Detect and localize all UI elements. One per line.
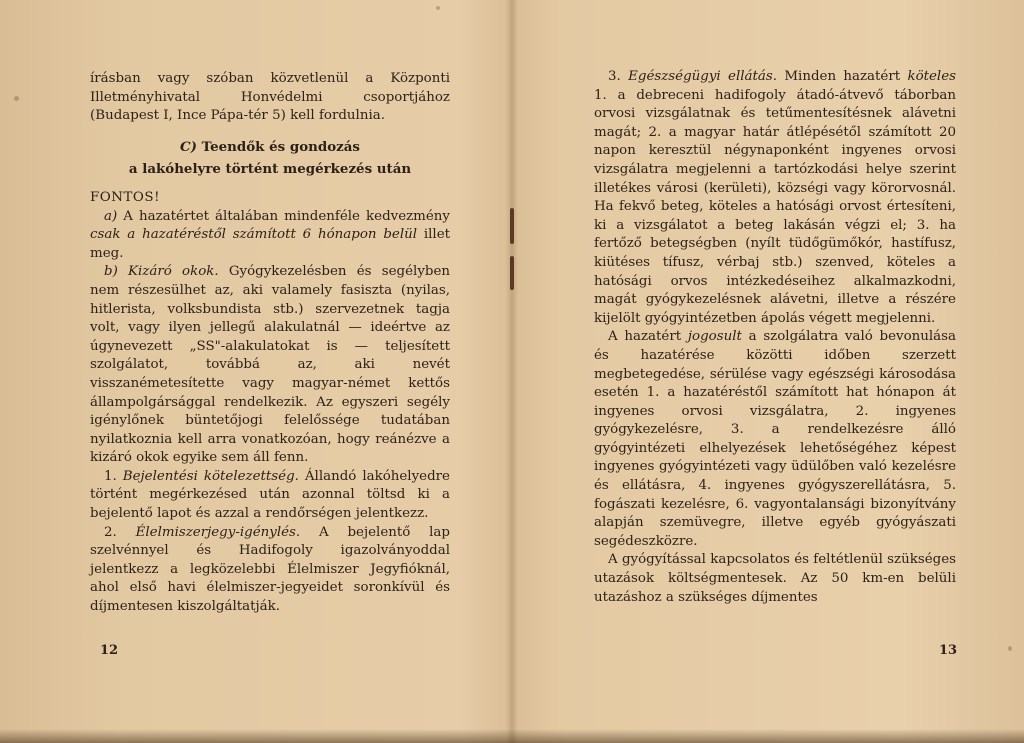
item-1-paragraph bbox=[90, 468, 450, 524]
paper-spot bbox=[14, 96, 19, 101]
item-a-paragraph bbox=[90, 208, 450, 264]
item-2-label: 2. bbox=[104, 524, 117, 540]
item-2-text: A bejelentő lap szelvénnyel és Hadifogoly igazolványoddal jelentkezz a legközelebbi Élelmiszer Jegyfióknál, ahol első havi élelmiszer-jegyeidet soronkívül és díjmentesen kiszolgáltatják. bbox=[90, 524, 450, 615]
section-c-letter: C) bbox=[180, 138, 197, 155]
item-2-paragraph bbox=[90, 524, 450, 617]
entitlement-text-2: a szolgálatra való bevonulása és hazatérése közötti időben szerzett megbetegedése, sérülése vagy egészségi károsodása esetén 1. a hazatéréstől számított hat hónapon át ingyenes orvosi vizsgálatra, 2. ingyenes gyógykezelésre, 3. a rendelkezésre álló gyógyintézeti elhelyezések lehetőségéhez képest ingyenes gyógyintézeti vagy üdülőben való kezelésre és ellátásra, 4. ingyenes gyógyszerellátásra, 5. fogászati kezelésre, 6. vagyontalansági bizonyítvány alapján szemüvegre, illetve egyéb gyógyászati segédeszközre. bbox=[594, 329, 956, 549]
fontos-label: FONTOS! bbox=[90, 189, 160, 205]
item-a-text-1: A hazatértet általában mindenféle kedvezmény bbox=[123, 208, 450, 224]
travel-paragraph: A gyógyítással kapcsolatos és feltétlenül szükséges utazások költségmentesek. Az 50 km-en belüli utazáshoz a szükséges díjmentes bbox=[594, 552, 956, 605]
item-3-label: 3. bbox=[608, 69, 621, 84]
entitlement-italic: jogosult bbox=[687, 329, 742, 345]
section-c-heading bbox=[90, 138, 450, 157]
spine-fold bbox=[506, 0, 518, 743]
item-3-text-2: 1. a debreceni hadifogoly átadó-átvevő táborban orvosi vizsgálatnak és tetűmentesítésnek alávetni magát; 2. a magyar határ átlépésétől számított 20 napon keresztül négynaponként ingyenes orvosi vizsgálatra megjelenni a tartózkodási helye szerint illetékes városi (kerületi), községi vagy körorvosnál. Ha fekvő beteg, köteles a hatósági orvost értesíteni, ki a vizsgálatot a beteg lakásán végzi el; 3. ha fertőző betegségben (nyílt tüdőgümőkór, hastífusz, kiütéses tífusz, vérbaj stb.) szenved, köteles a hatósági orvos intézkedéseihez alkalmazkodni, magát gyógykezelésnek alávetni, illetve a részére kijelölt gyógyintézetben ápolás végett megjelenni. bbox=[594, 87, 956, 326]
item-b-title: Kizáró okok. bbox=[128, 264, 219, 280]
item-3-title: Egészségügyi ellátás. bbox=[628, 69, 777, 84]
left-page-text bbox=[90, 70, 450, 617]
item-a-italic: csak a hazatéréstől számított 6 hónapon belül bbox=[90, 227, 418, 243]
item-3-text-1: Minden hazatért bbox=[784, 69, 901, 84]
staple-top bbox=[510, 208, 514, 244]
item-2-title: Élelmiszerjegy-igénylés. bbox=[135, 524, 301, 540]
left-page-number: 12 bbox=[100, 643, 119, 658]
right-page bbox=[512, 0, 1024, 743]
item-b-label: b) bbox=[104, 264, 118, 280]
right-page-number: 13 bbox=[939, 643, 958, 658]
section-c-subtitle: a lakóhelyre történt megérkezés után bbox=[128, 161, 412, 178]
item-b-text: Gyógykezelésben és segélyben nem részesülhet az, aki valamely fasiszta (nyilas, hitlerista, volksbundista stb.) szervezetnek tagja volt, vagy ilyen jellegű alakulatnál — ideértve az úgynevezett „SS"-alakulatokat is — teljesített szolgálatot, továbbá az, aki nevét visszanémetesítette vagy magyar-német kettős állampolgársággal rendelkezik. Az egyszeri segély igénylőnek büntetőjogi felelőssége tudatában nyilatkoznia kell arra vonatkozóan, hogy reánézve a kizáró okok egyike sem áll fenn. bbox=[90, 264, 450, 466]
staple-bottom bbox=[510, 256, 514, 290]
item-a-label: a) bbox=[104, 208, 118, 224]
item-1-title: Bejelentési kötelezettség. bbox=[122, 468, 299, 484]
item-1-text: Állandó lakóhelyedre történt megérkezésed után azonnal töltsd ki a bejelentő lapot és azzal a rendőrségen jelentkezz. bbox=[90, 468, 450, 522]
paper-spot bbox=[436, 6, 440, 10]
item-3-paragraph bbox=[594, 68, 956, 328]
item-1-label: 1. bbox=[104, 468, 117, 484]
right-page-text bbox=[594, 68, 956, 607]
section-c-title: Teendők és gondozás bbox=[201, 138, 360, 155]
item-3-italic: köteles bbox=[907, 69, 957, 84]
bottom-edge-shadow bbox=[0, 729, 1024, 743]
item-b-paragraph bbox=[90, 263, 450, 468]
item-a-text-2: illet meg. bbox=[90, 227, 450, 261]
paper-spot bbox=[1008, 646, 1012, 651]
left-intro-paragraph: írásban vagy szóban közvetlenül a Központi Illetményhivatal Honvédelmi csoportjához (Budapest I, Ince Pápa-tér 5) kell fordulnia. bbox=[90, 71, 450, 124]
entitlement-text-1: A hazatért bbox=[608, 329, 682, 345]
entitlement-paragraph bbox=[594, 328, 956, 551]
